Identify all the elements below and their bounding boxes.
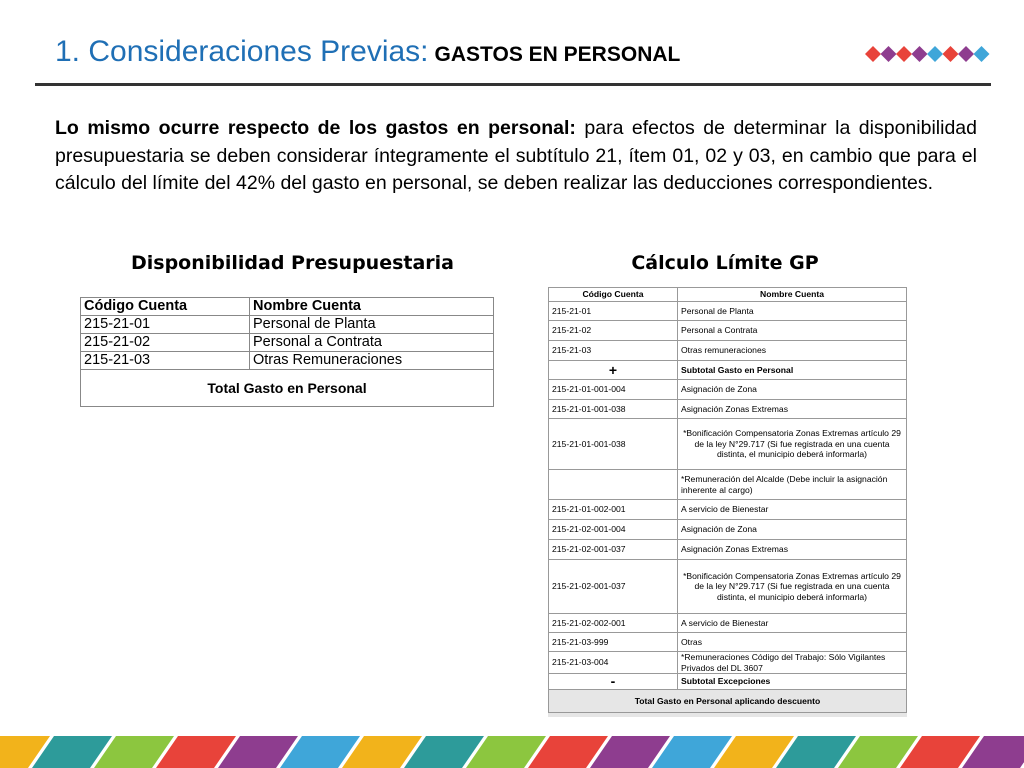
diamond-shape <box>958 46 974 62</box>
table-row <box>549 419 907 470</box>
cell-codigo <box>549 470 678 500</box>
cell-nombre: A servicio de Bienestar <box>678 500 907 520</box>
subtotal-row <box>549 674 907 690</box>
diamond-shape <box>881 46 897 62</box>
cell-nombre: Subtotal Excepciones <box>678 674 907 690</box>
cell-codigo: 215-21-03 <box>549 341 678 361</box>
cell-codigo: 215-21-02-002-001 <box>549 614 678 633</box>
cell-nombre: Otras <box>678 633 907 652</box>
cell-codigo: 215-21-01-001-004 <box>549 380 678 400</box>
decorative-diamonds-icon <box>864 43 994 65</box>
cell-codigo: 215-21-03-004 <box>549 652 678 674</box>
table-row <box>549 380 907 400</box>
title-main: 1. Consideraciones Previas: <box>55 35 429 68</box>
cell-codigo: 215-21-02-001-004 <box>549 520 678 540</box>
heading-disponibilidad: Disponibilidad Presupuestaria <box>130 252 454 274</box>
cell-codigo: 215-21-03-999 <box>549 633 678 652</box>
table-row <box>549 470 907 500</box>
cell-codigo: 215-21-01-002-001 <box>549 500 678 520</box>
total-label: Total Gasto en Personal <box>81 370 494 407</box>
disponibilidad-table <box>80 297 494 407</box>
diamond-shape <box>896 46 912 62</box>
table-row <box>81 316 494 334</box>
header-codigo: Código Cuenta <box>549 288 678 302</box>
cell-nombre: Personal a Contrata <box>250 334 494 352</box>
cell-codigo: 215-21-02-001-037 <box>549 560 678 614</box>
cell-codigo: 215-21-03 <box>81 352 250 370</box>
table-row <box>549 500 907 520</box>
minus-symbol: - <box>549 674 678 690</box>
cell-nombre: *Remuneraciones Código del Trabajo: Sólo Vigilantes Privados del DL 3607 <box>678 652 907 674</box>
cell-nombre: Otras remuneraciones <box>678 341 907 361</box>
cell-nombre: Asignación de Zona <box>678 520 907 540</box>
table-total-row <box>81 370 494 407</box>
body-bold-lead: Lo mismo ocurre respecto de los gastos en personal: <box>55 117 576 139</box>
table-row <box>549 520 907 540</box>
table-row <box>81 352 494 370</box>
cell-nombre: A servicio de Bienestar <box>678 614 907 633</box>
title-divider <box>35 83 991 86</box>
table-header-row <box>549 288 907 302</box>
header-codigo: Código Cuenta <box>81 298 250 316</box>
diamond-shape <box>865 46 881 62</box>
cell-nombre: Personal a Contrata <box>678 321 907 341</box>
table-total-row <box>549 690 907 713</box>
table-row <box>549 302 907 321</box>
plus-symbol: + <box>549 361 678 380</box>
table-row <box>549 633 907 652</box>
title-subtitle: GASTOS EN PERSONAL <box>434 43 681 66</box>
total-label: Total Gasto en Personal aplicando descuento <box>549 690 907 713</box>
diamond-shape <box>927 46 943 62</box>
subtotal-row <box>549 361 907 380</box>
table-header-row <box>81 298 494 316</box>
header-nombre: Nombre Cuenta <box>678 288 907 302</box>
body-paragraph <box>55 115 977 198</box>
heading-calculo-limite: Cálculo Límite GP <box>631 252 819 274</box>
cell-nombre: Personal de Planta <box>250 316 494 334</box>
cell-nombre: Otras Remuneraciones <box>250 352 494 370</box>
table-row <box>549 652 907 674</box>
cell-nombre: Asignación Zonas Extremas <box>678 540 907 560</box>
table-row <box>549 400 907 419</box>
cell-nombre: *Bonificación Compensatoria Zonas Extremas artículo 29 de la ley N°29.717 (Si fue registrada en una cuenta distinta, el municipio deberá informarla) <box>678 560 907 614</box>
table-row <box>549 614 907 633</box>
calculo-limite-table <box>548 287 907 717</box>
cell-nombre: Personal de Planta <box>678 302 907 321</box>
diamond-shape <box>912 46 928 62</box>
cell-codigo: 215-21-02-001-037 <box>549 540 678 560</box>
cell-nombre: Asignación Zonas Extremas <box>678 400 907 419</box>
cell-codigo: 215-21-02 <box>549 321 678 341</box>
cell-nombre: Subtotal Gasto en Personal <box>678 361 907 380</box>
cell-codigo: 215-21-01-001-038 <box>549 419 678 470</box>
table-row <box>549 341 907 361</box>
cell-codigo: 215-21-01-001-038 <box>549 400 678 419</box>
body-text-rest: para efectos de determinar la disponibilidad presupuestaria se deben considerar íntegramente el subtítulo 21, ítem 01, 02 y 03, en cambio que para el cálculo del límite del 42% del gasto en personal, se deben realizar las deducciones correspondientes. <box>55 117 977 194</box>
table-row <box>81 334 494 352</box>
table-row <box>549 540 907 560</box>
cell-codigo: 215-21-01 <box>81 316 250 334</box>
header-nombre: Nombre Cuenta <box>250 298 494 316</box>
decorative-stripes <box>0 736 1024 768</box>
diamond-shape <box>943 46 959 62</box>
cell-codigo: 215-21-02 <box>81 334 250 352</box>
cell-nombre: *Bonificación Compensatoria Zonas Extremas artículo 29 de la ley N°29.717 (Si fue registrada en una cuenta distinta, el municipio deberá informarla) <box>678 419 907 470</box>
cell-nombre: *Remuneración del Alcalde (Debe incluir la asignación inherente al cargo) <box>678 470 907 500</box>
cell-nombre: Asignación de Zona <box>678 380 907 400</box>
table-row <box>549 321 907 341</box>
slide-title <box>55 30 835 74</box>
diamond-shape <box>974 46 990 62</box>
cell-codigo: 215-21-01 <box>549 302 678 321</box>
table-row <box>549 560 907 614</box>
